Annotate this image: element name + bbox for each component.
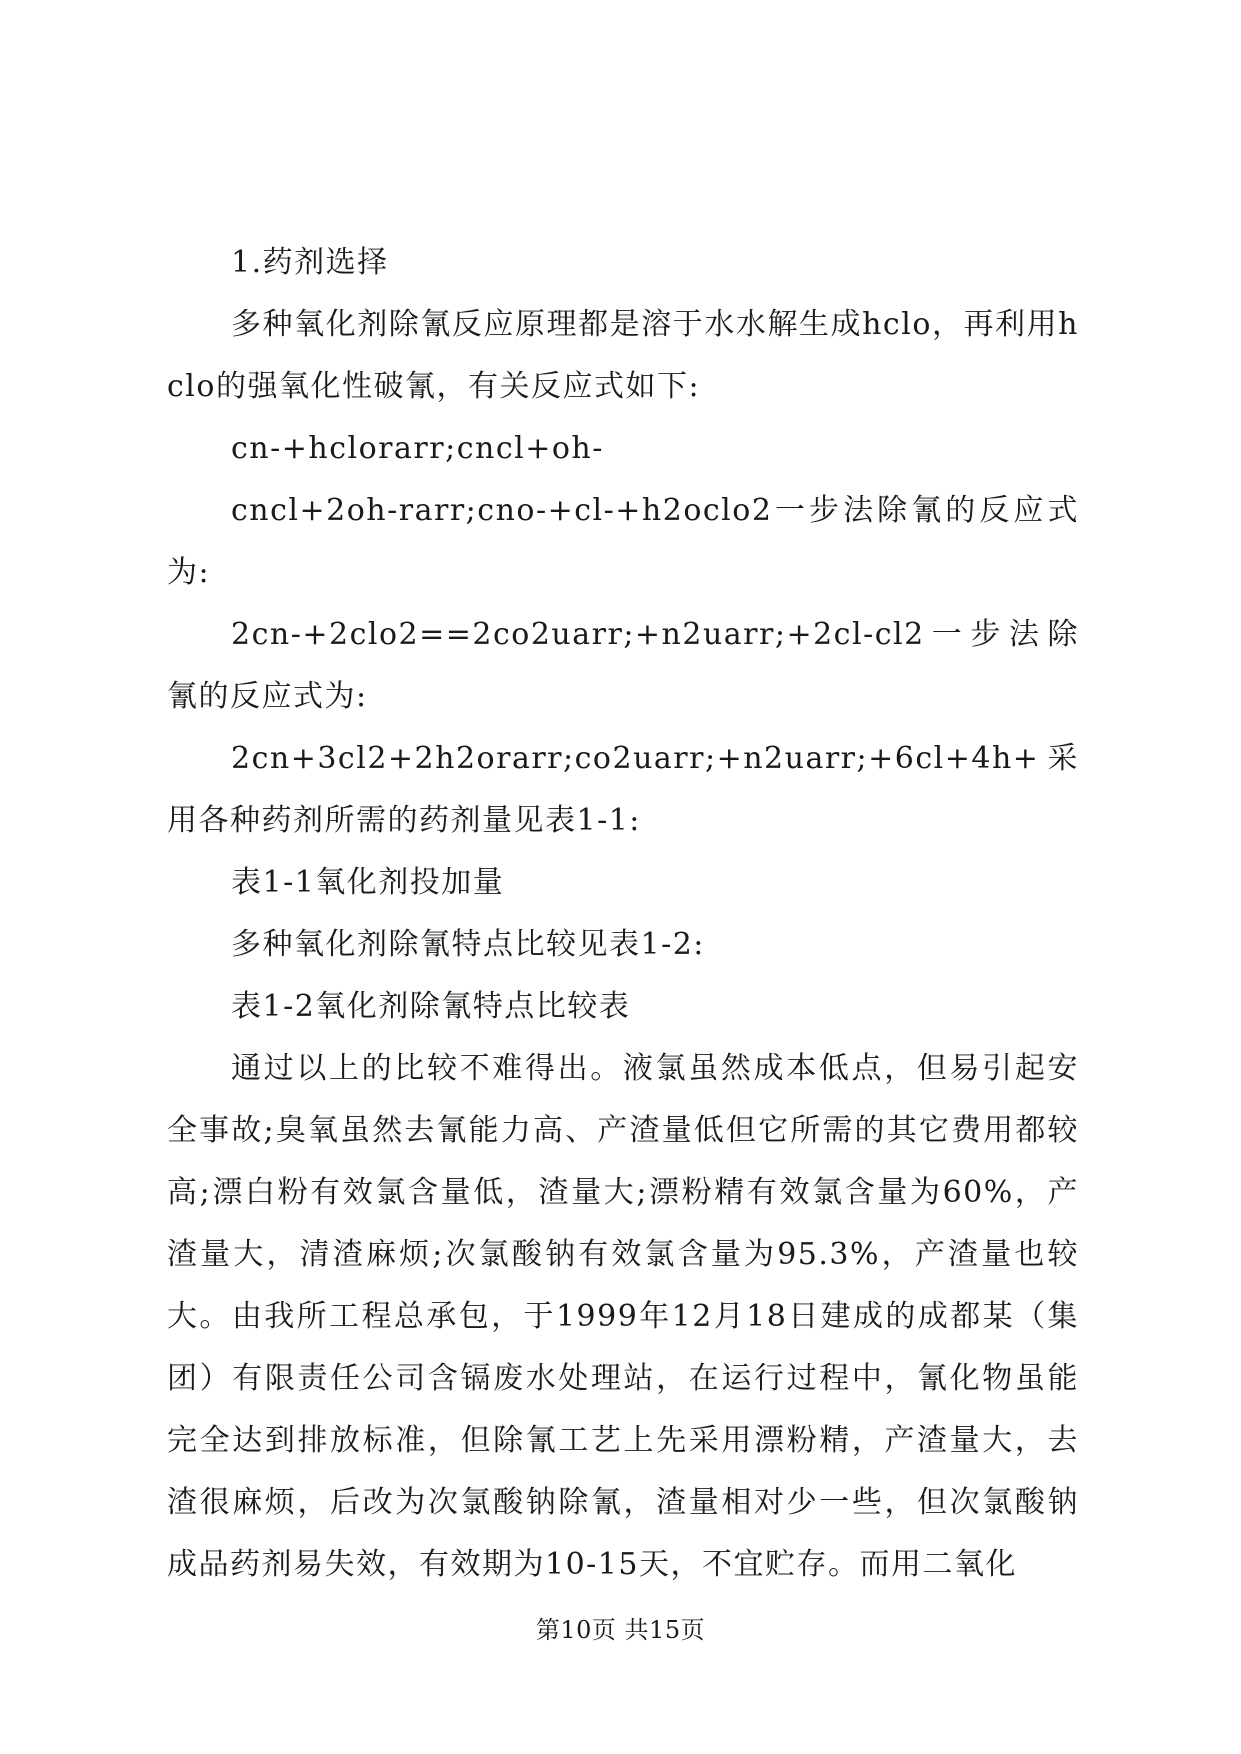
body-paragraph: 通过以上的比较不难得出。液氯虽然成本低点，但易引起安全事故;臭氧虽然去氰能力高、产渣量低但它所需的其它费用都较高;漂白粉有效氯含量低，渣量大;漂粉精有效氯含量为60%，产渣量大，清渣麻烦;次氯酸钠有效氯含量为95.3%，产渣量也较大。由我所工程总承包，于1999年12月18日建成的成都某（集团）有限责任公司含镉废水处理站，在运行过程中，氰化物虽能完全达到排放标准，但除氰工艺上先采用漂粉精，产渣量大，去渣很麻烦，后改为次氯酸钠除氰，渣量相对少一些，但次氯酸钠成品药剂易失效，有效期为10-15天，不宜贮存。而用二氧化 [167, 1051, 1079, 1582]
reaction-equation: 2cn+3cl2+2h2orarr;co2uarr;+n2uarr;+6cl+4h+采用各种药剂所需的药剂量见表1-1: [167, 741, 1079, 838]
body-paragraph: 多种氧化剂除氰反应原理都是溶于水水解生成hclo，再利用hclo的强氧化性破氰，有关反应式如下: [167, 307, 1079, 404]
page-footer: 第10页 共15页 [535, 1616, 706, 1644]
body-paragraph: 多种氧化剂除氰特点比较见表1-2: [231, 927, 705, 962]
reaction-equation: cncl+2oh-rarr;cno-+cl-+h2oclo2一步法除氰的反应式为: [167, 493, 1079, 590]
table-caption: 表1-2氧化剂除氰特点比较表 [231, 989, 631, 1024]
section-heading: 1.药剂选择 [231, 245, 389, 280]
reaction-equation: cn-+hclorarr;cncl+oh- [231, 431, 604, 466]
table-caption: 表1-1氧化剂投加量 [231, 865, 505, 900]
document-body [167, 232, 1079, 1596]
reaction-equation: 2cn-+2clo2==2co2uarr;+n2uarr;+2cl-cl2一步法除氰的反应式为: [167, 617, 1079, 714]
